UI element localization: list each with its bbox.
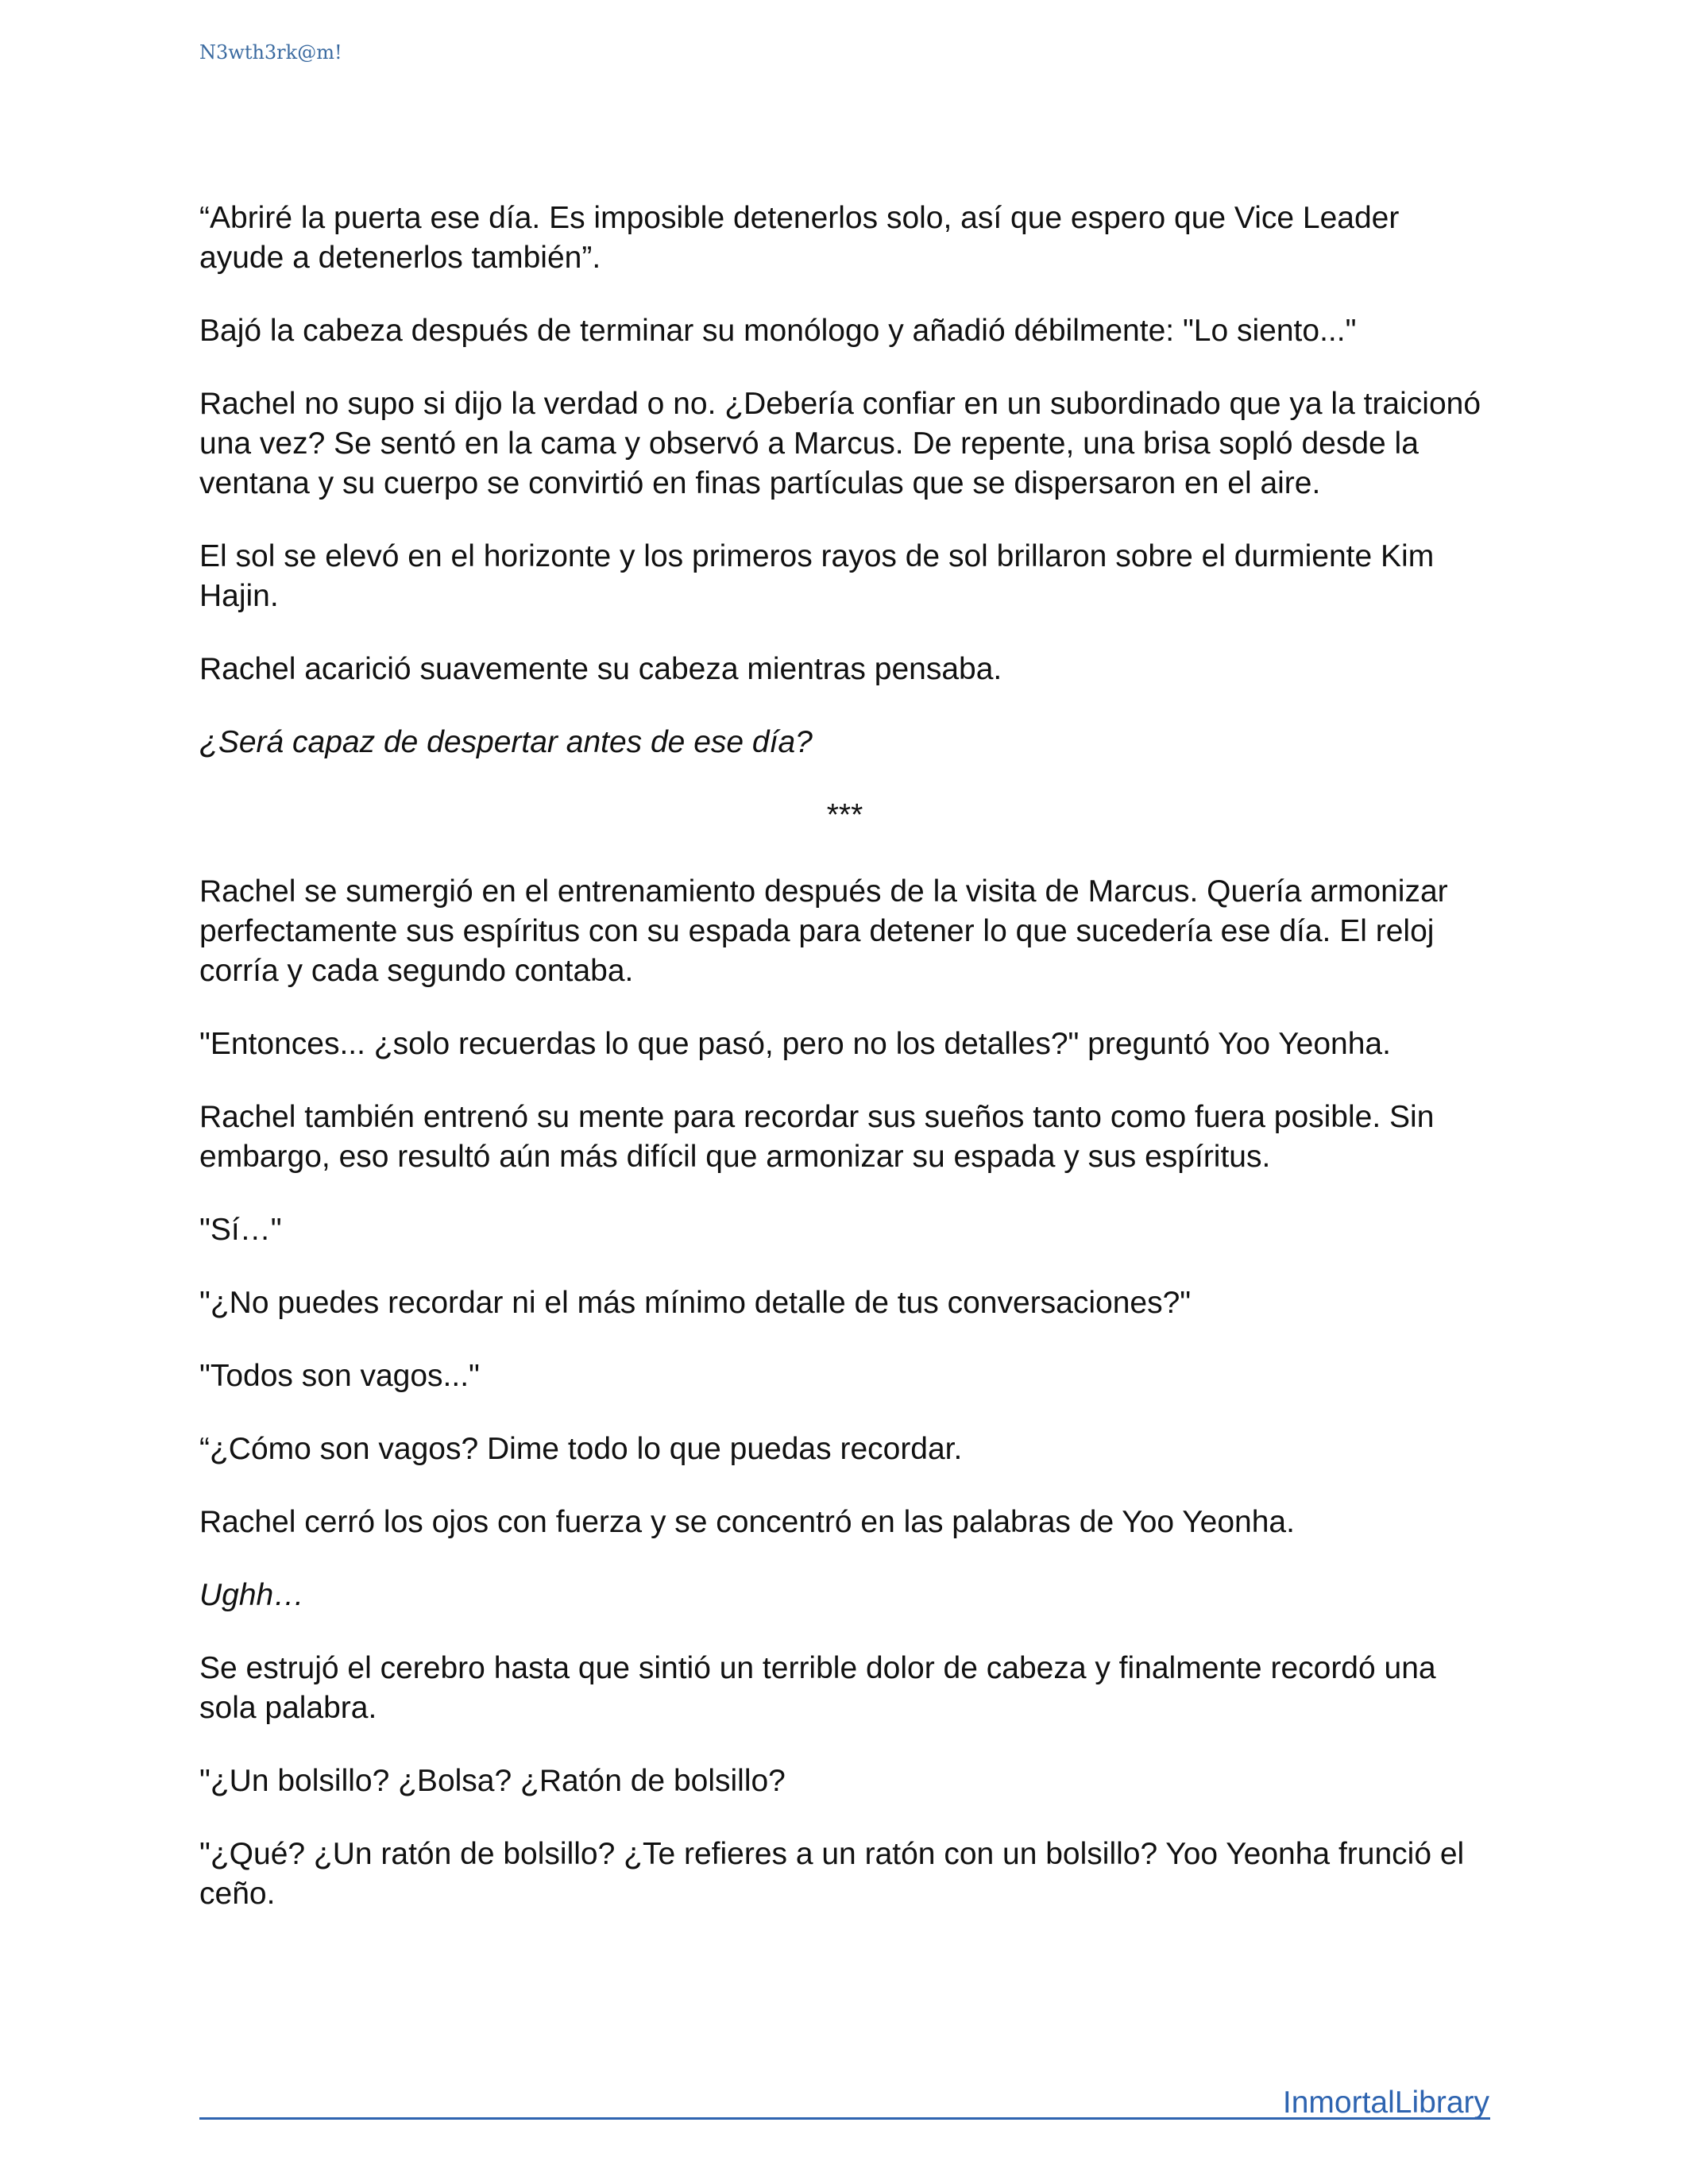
paragraph: "¿Un bolsillo? ¿Bolsa? ¿Ratón de bolsillo? (199, 1764, 786, 1798)
paragraph: "Entonces... ¿solo recuerdas lo que pasó, pero no los detalles?" preguntó Yoo Yeonha. (199, 1027, 1391, 1061)
paragraph: "Todos son vagos..." (199, 1359, 480, 1393)
paragraph: Rachel también entrenó su mente para recordar sus sueños tanto como fuera posible. Sin embargo, eso resultó aún más difícil que armonizar su espada y sus espíritus. (199, 1100, 1435, 1174)
paragraph: El sol se elevó en el horizonte y los primeros rayos de sol brillaron sobre el durmiente Kim Hajin. (199, 539, 1435, 613)
document-body (199, 199, 1490, 1947)
paragraph: Rachel cerró los ojos con fuerza y se concentró en las palabras de Yoo Yeonha. (199, 1505, 1295, 1539)
footer-library-link[interactable]: InmortalLibrary (1282, 2086, 1489, 2120)
paragraph: Rachel se sumergió en el entrenamiento después de la visita de Marcus. Quería armonizar perfectamente sus espíritus con su espada para detener lo que sucedería ese día. El reloj corría y cada segundo contaba. (199, 874, 1448, 988)
paragraph: Rachel no supo si dijo la verdad o no. ¿Debería confiar en un subordinado que ya la traicionó una vez? Se sentó en la cama y observó a Marcus. De repente, una brisa sopló desde la ventana y su cuerpo se convirtió en finas partículas que se dispersaron en el aire. (199, 387, 1481, 500)
paragraph: Bajó la cabeza después de terminar su monólogo y añadió débilmente: "Lo siento..." (199, 314, 1357, 348)
paragraph: "Sí…" (199, 1213, 282, 1247)
italic-thought: ¿Será capaz de despertar antes de ese día? (199, 725, 813, 759)
page-header-watermark: N3wth3rk@m! (199, 41, 342, 64)
paragraph: “Abriré la puerta ese día. Es imposible detenerlos solo, así que espero que Vice Leader ayude a detenerlos también”. (199, 201, 1400, 275)
italic-thought: Ughh… (199, 1578, 305, 1612)
paragraph: Rachel acarició suavemente su cabeza mientras pensaba. (199, 652, 1002, 686)
paragraph: "¿No puedes recordar ni el más mínimo detalle de tus conversaciones?" (199, 1286, 1192, 1320)
paragraph: Se estrujó el cerebro hasta que sintió un terrible dolor de cabeza y finalmente recordó una sola palabra. (199, 1651, 1436, 1725)
paragraph: "¿Qué? ¿Un ratón de bolsillo? ¿Te refieres a un ratón con un bolsillo? Yoo Yeonha frunció el ceño. (199, 1837, 1465, 1911)
scene-break: *** (826, 798, 863, 832)
paragraph: “¿Cómo son vagos? Dime todo lo que puedas recordar. (199, 1432, 963, 1466)
